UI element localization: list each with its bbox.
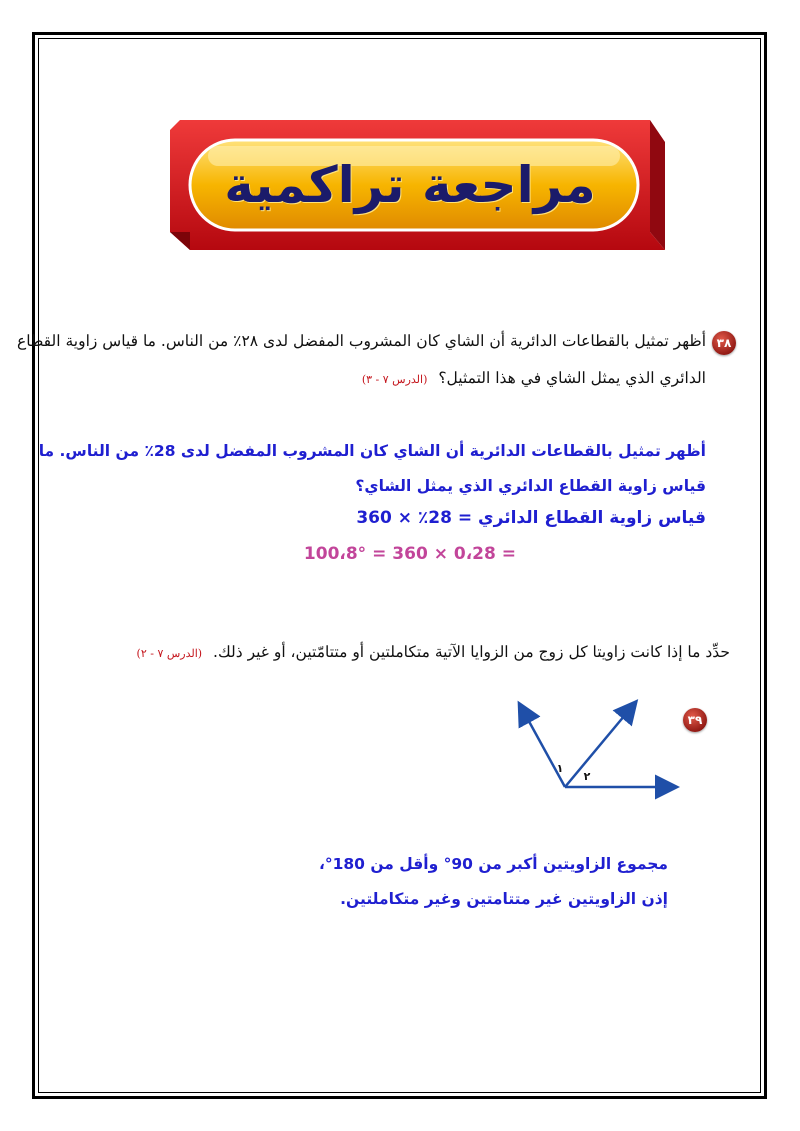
angle-figure (500, 690, 690, 800)
question-38-reference: (الدرس ٧ - ٣) (361, 373, 428, 386)
angle-1-label: ١ (556, 762, 564, 775)
question-38-text-line2-row (66, 362, 706, 396)
banner-title: مراجعة تراكمية (224, 156, 596, 214)
answer-39-line2: إذن الزاويتين غير متتامتين وغير متكاملتين. (340, 890, 668, 908)
answer-38-restated-line2: قياس زاوية القطاع الدائري الذي يمثل الشاي؟ (355, 477, 706, 495)
answer-38-calc-line2: = 0،28 × 360 = 100،8° (303, 544, 516, 564)
answer-39-line1: مجموع الزاويتين أكبر من 90° وأقل من 180°، (318, 855, 668, 873)
question-39-number-badge: ٣٩ (683, 708, 707, 732)
ray-middle (565, 703, 635, 787)
answer-38-calc-line1: قياس زاوية القطاع الدائري = 28٪ × 360 (356, 508, 706, 528)
instruction-reference: (الدرس ٧ - ٢) (136, 647, 203, 660)
instruction-text: حدِّد ما إذا كانت زاويتا كل زوج من الزوايا الآتية متكاملتين أو متتامّتين، أو غير ذلك. (213, 643, 730, 661)
angle-2-label: ٢ (583, 770, 591, 783)
instruction-row (70, 636, 730, 670)
question-38-text-line2: الدائري الذي يمثل الشاي في هذا التمثيل؟ (438, 369, 706, 387)
question-38-number-badge: ٣٨ (712, 331, 736, 355)
answer-38-restated-line1: أظهر تمثيل بالقطاعات الدائرية أن الشاي كان المشروب المفضل لدى 28٪ من الناس. ما (38, 442, 706, 460)
section-banner (150, 112, 670, 262)
question-38-text-line1: أظهر تمثيل بالقطاعات الدائرية أن الشاي كان المشروب المفضل لدى ٢٨٪ من الناس. ما قياس زاوية القطاع (16, 332, 706, 350)
